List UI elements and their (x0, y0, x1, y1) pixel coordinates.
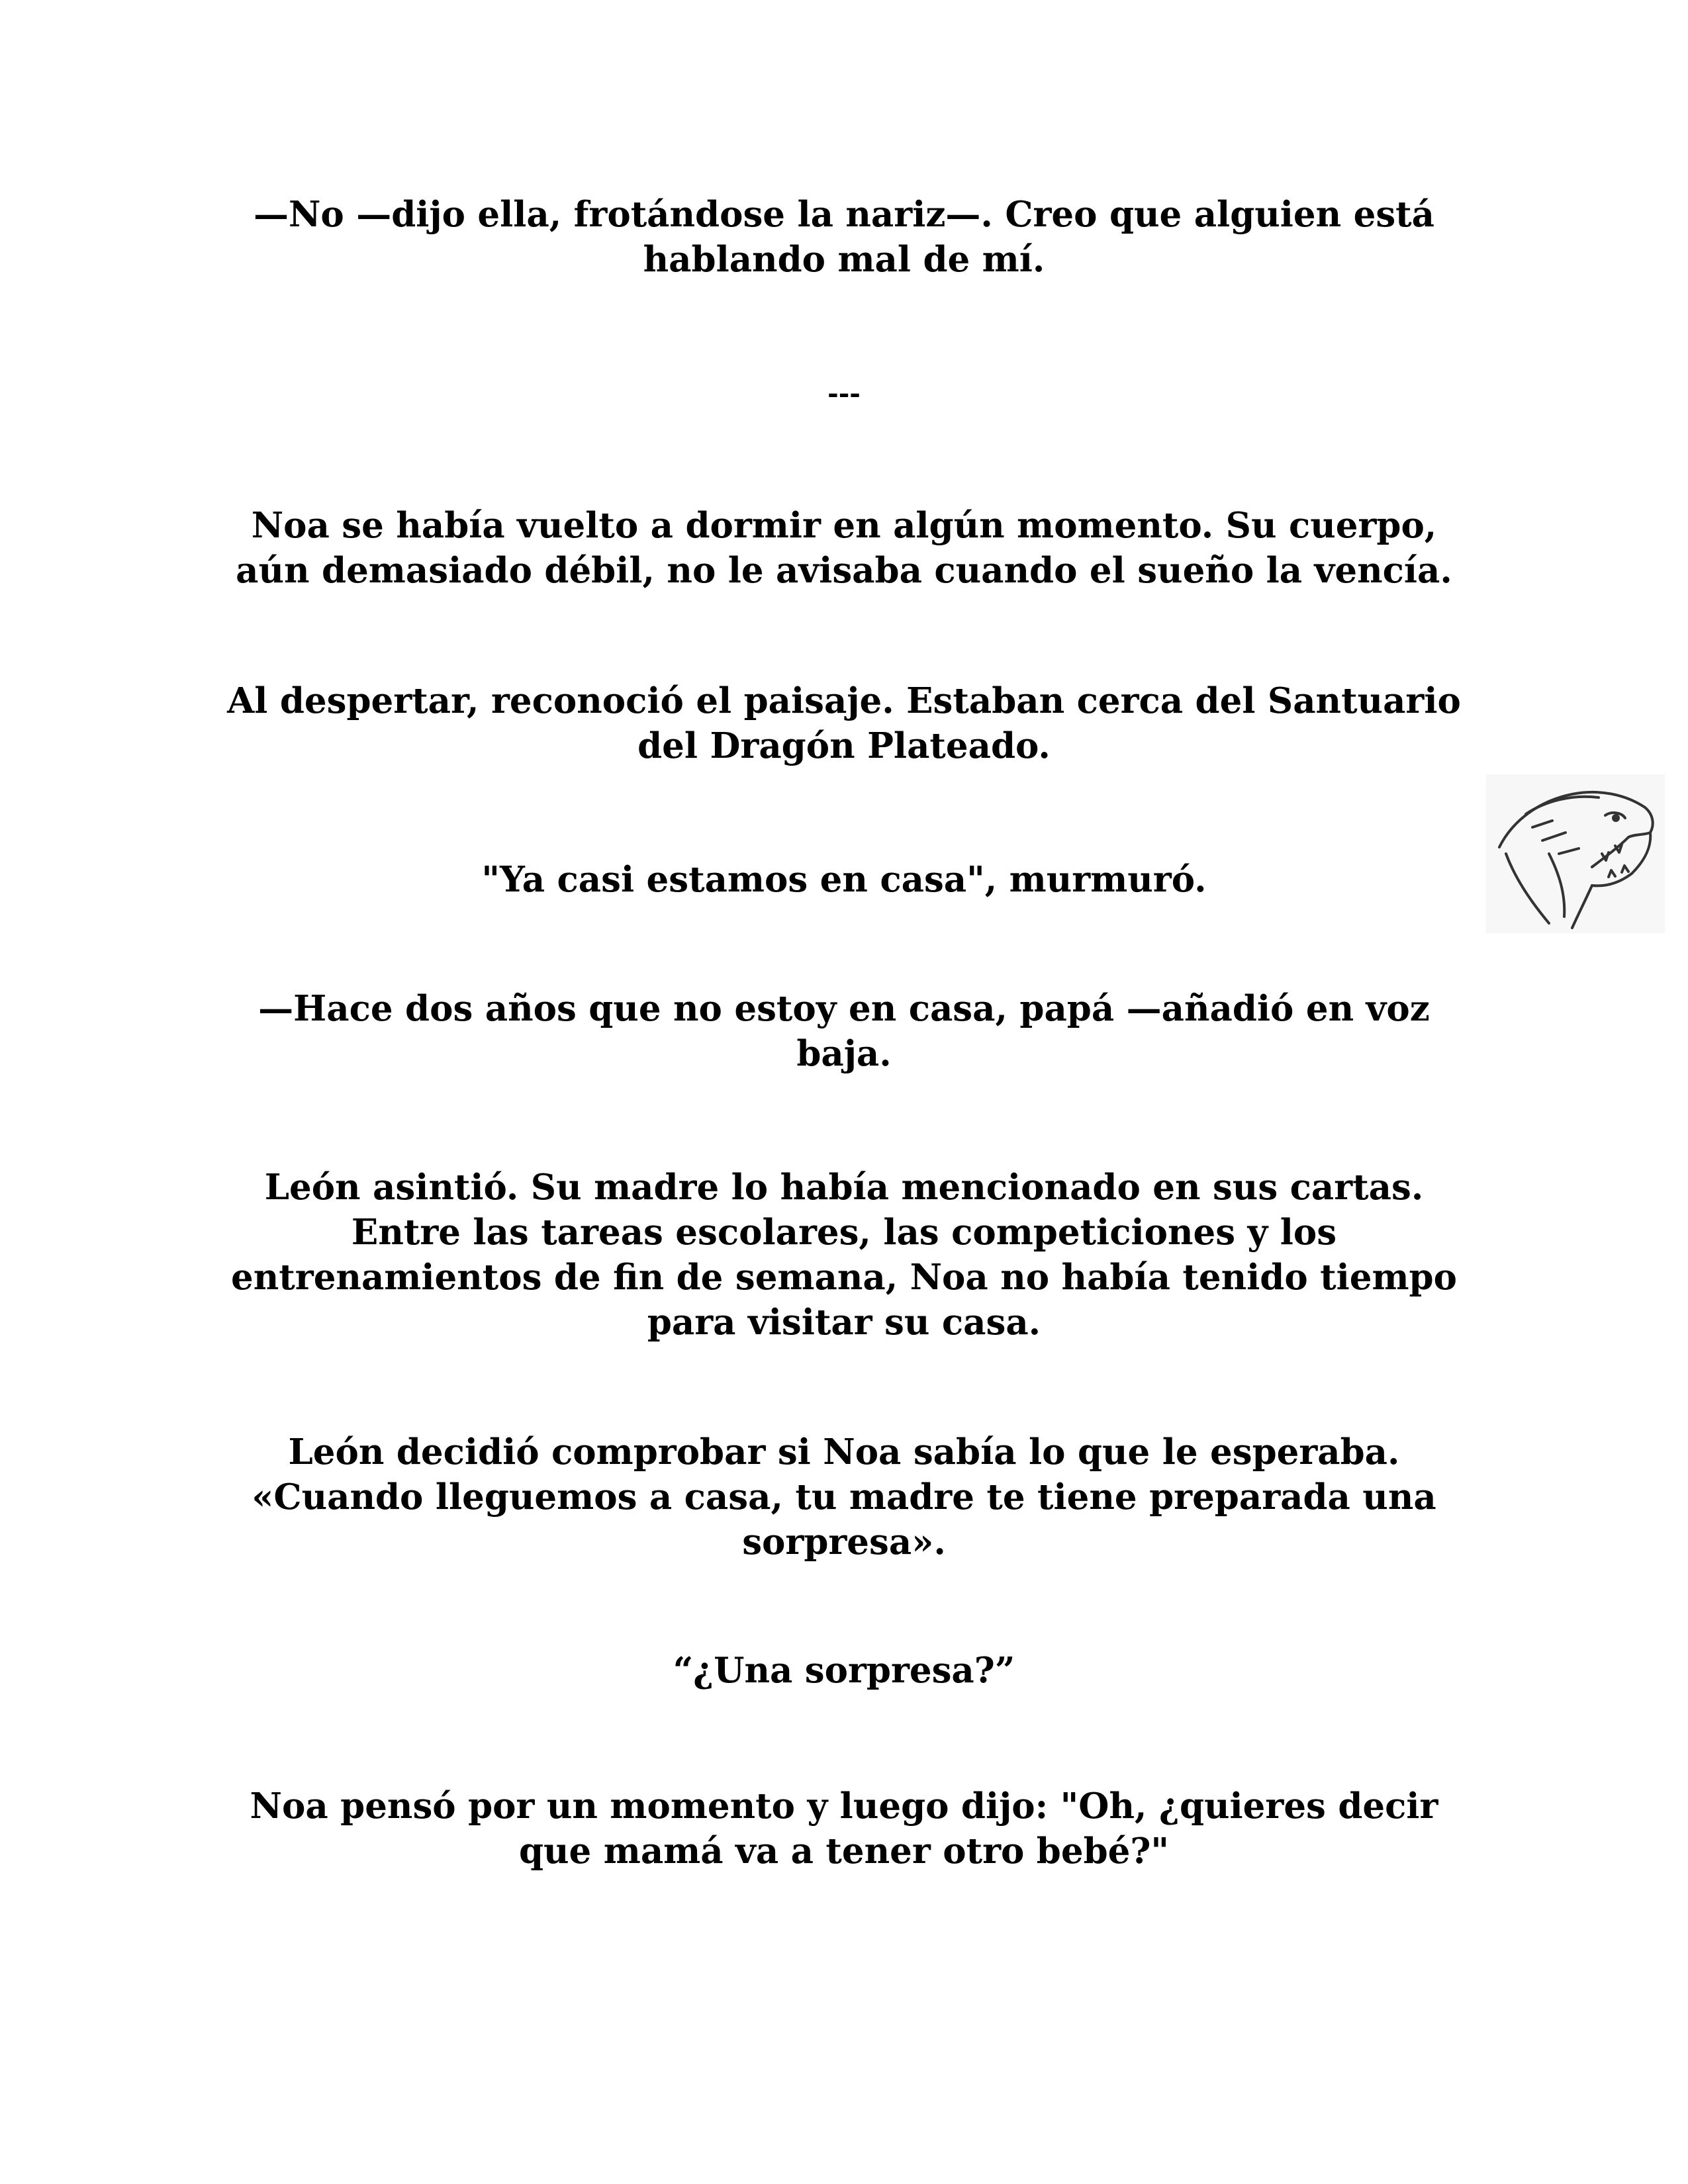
scene-separator: --- (827, 378, 861, 409)
paragraph-7: León decidió comprobar si Noa sabía lo que le esperaba. «Cuando lleguemos a casa, tu madre te tiene preparada una sorpresa». (252, 1432, 1436, 1563)
paragraph-2: Noa se había vuelto a dormir en algún momento. Su cuerpo, aún demasiado débil, no le avisaba cuando el sueño la vencía. (236, 505, 1452, 591)
paragraph-5: —Hace dos años que no estoy en casa, papá —añadió en voz baja. (258, 988, 1430, 1074)
paragraph-4: "Ya casi estamos en casa", murmuró. (481, 859, 1207, 900)
paragraph-1: —No —dijo ella, frotándose la nariz—. Creo que alguien está hablando mal de mí. (253, 194, 1435, 280)
paragraph-3: Al despertar, reconoció el paisaje. Estaban cerca del Santuario del Dragón Plateado. (227, 680, 1461, 766)
dragon-head-sketch-icon (1486, 774, 1665, 933)
paragraph-9: Noa pensó por un momento y luego dijo: "Oh, ¿quieres decir que mamá va a tener otro bebé?" (250, 1786, 1438, 1872)
paragraph-8: “¿Una sorpresa?” (673, 1650, 1015, 1691)
paragraph-6: León asintió. Su madre lo había mencionado en sus cartas. Entre las tareas escolares, las competiciones y los entrenamientos de fin de semana, Noa no había tenido tiempo para visitar su casa. (231, 1167, 1457, 1343)
